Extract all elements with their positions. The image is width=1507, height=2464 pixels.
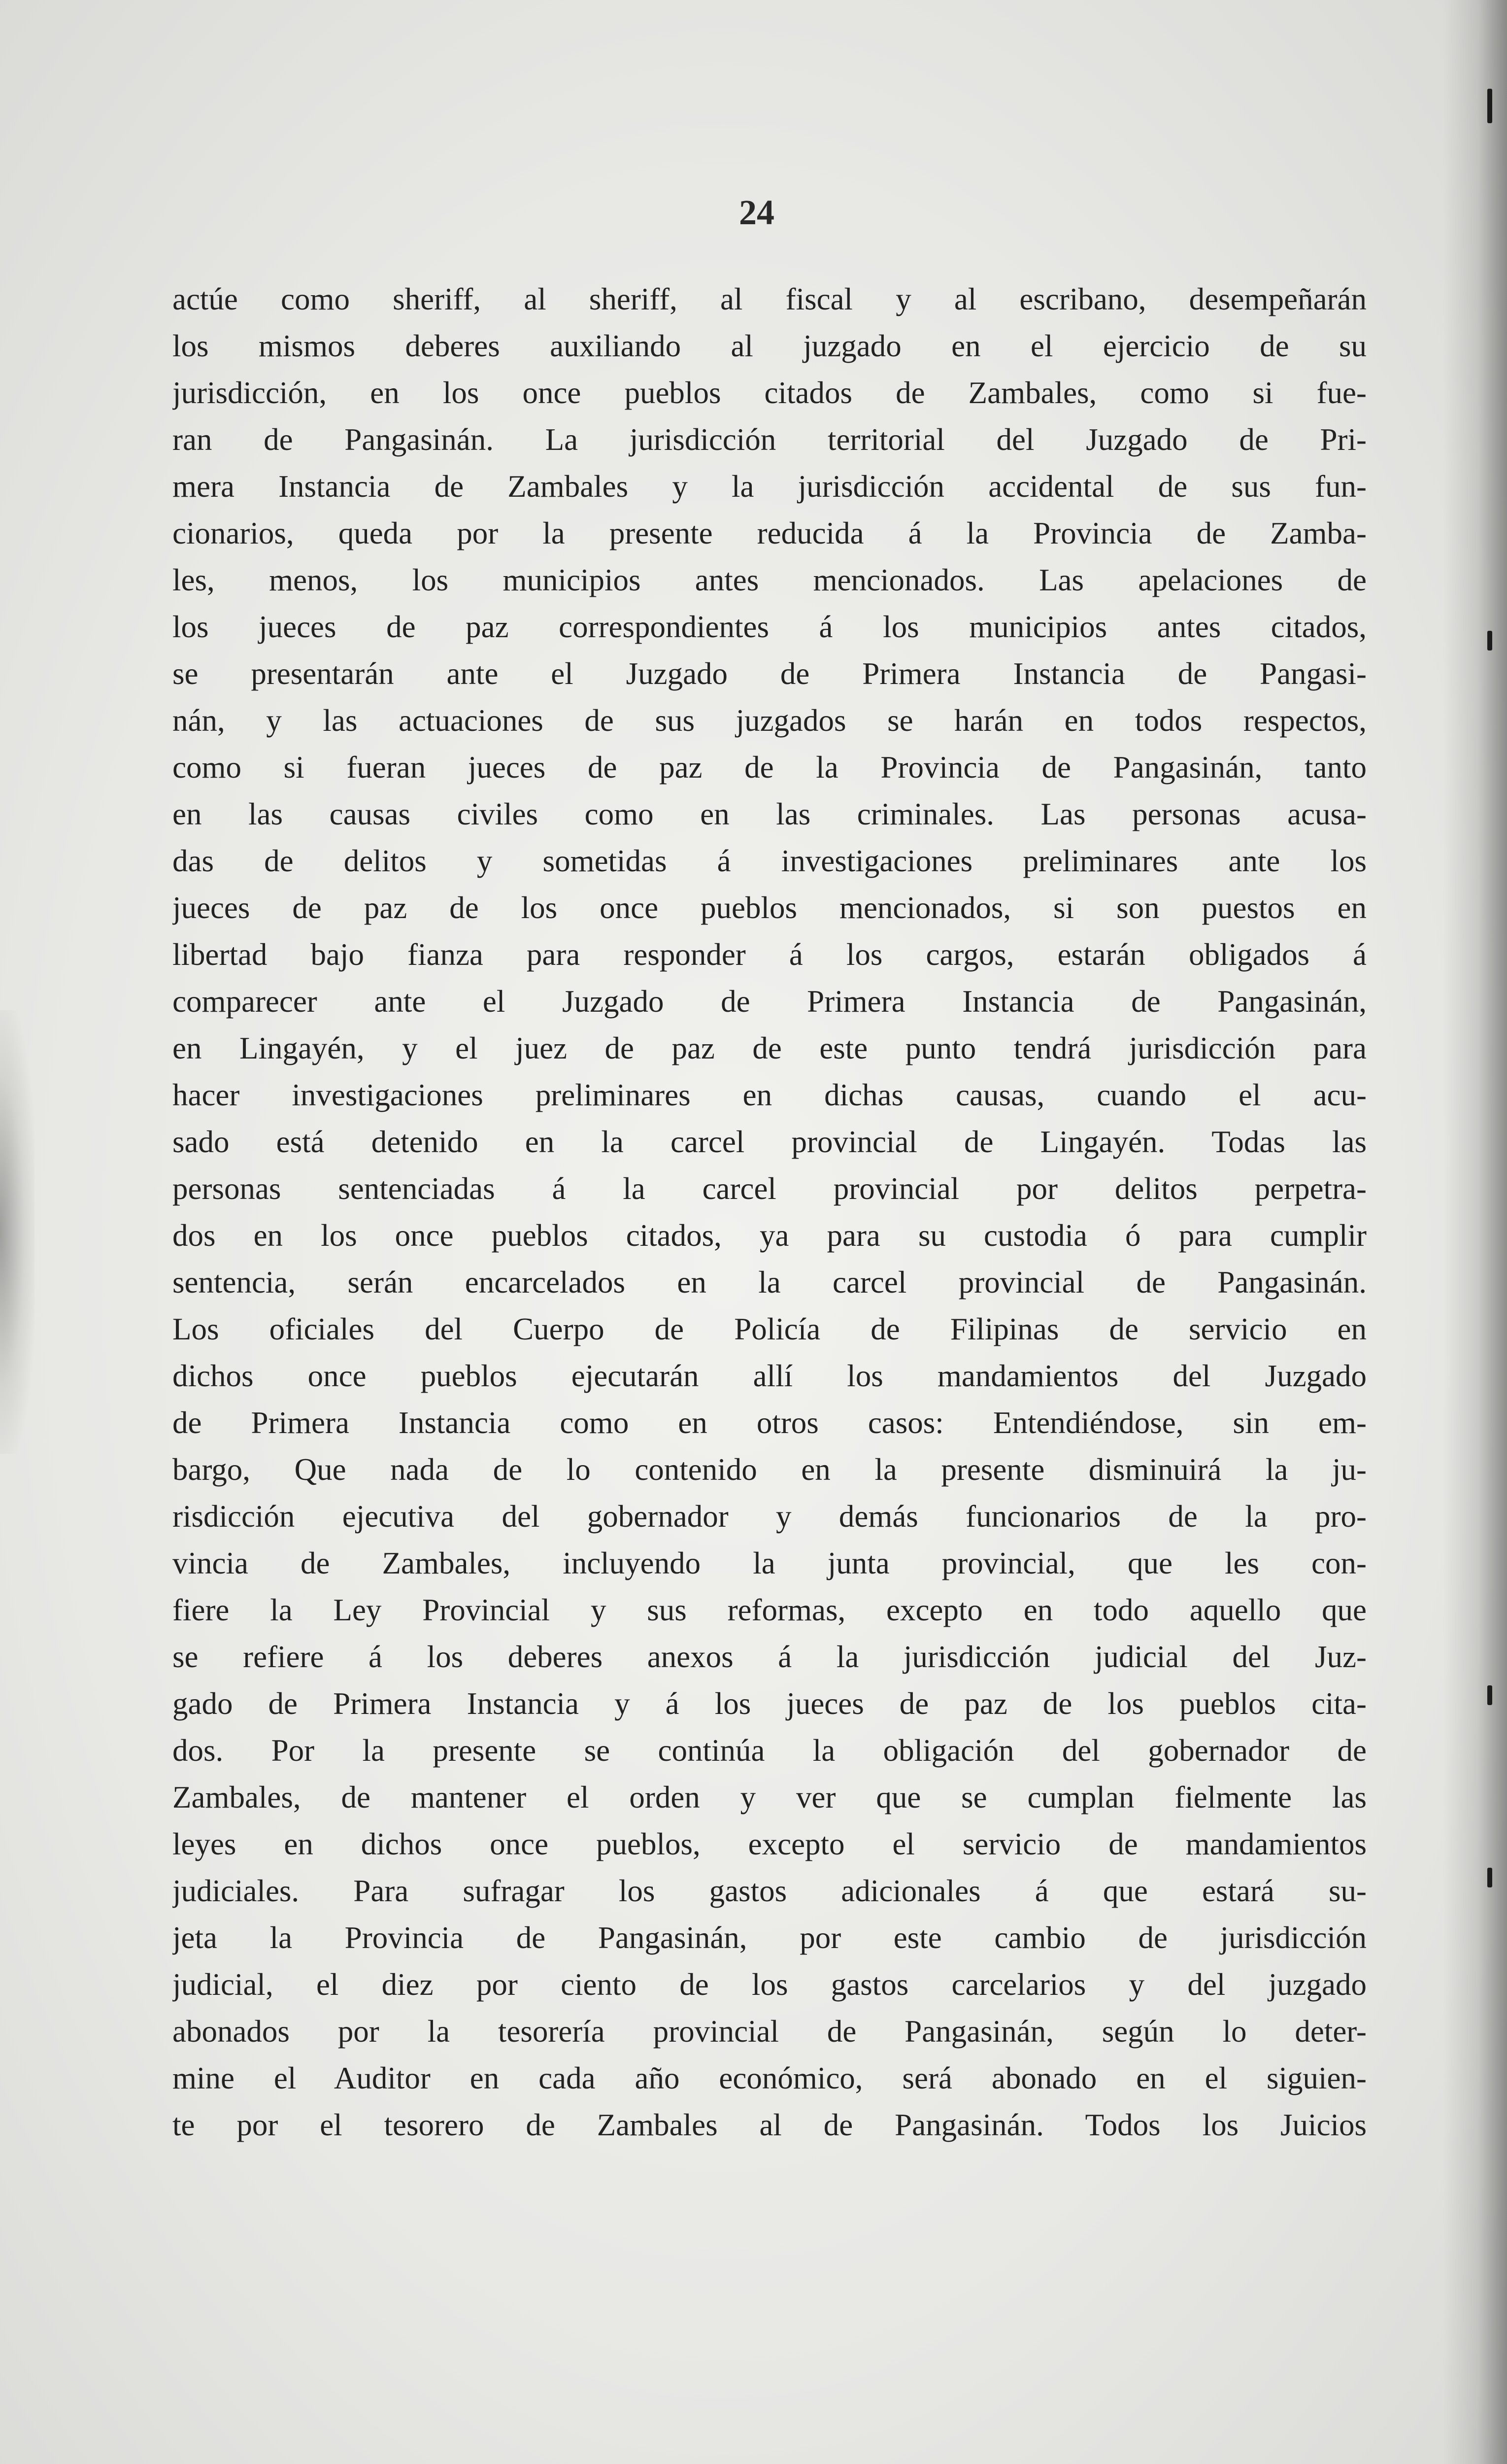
page-number: 24: [739, 193, 774, 232]
text-line: te por el tesorero de Zambales al de Pangasinán. Todos los Juicios: [172, 2108, 1367, 2142]
text-line: gado de Primera Instancia y á los jueces de paz de los pueblos cita-: [172, 1686, 1367, 1721]
text-line: Zambales, de mantener el orden y ver que se cumplan fielmente las: [172, 1780, 1367, 1814]
text-line: dichos once pueblos ejecutarán allí los mandamientos del Juzgado: [172, 1359, 1367, 1393]
text-line: cionarios, queda por la presente reducida á la Provincia de Zamba-: [172, 516, 1367, 550]
text-line: de Primera Instancia como en otros casos: Entendiéndose, sin em-: [172, 1405, 1367, 1440]
gutter-shadow: [1443, 0, 1507, 2464]
text-line: se presentarán ante el Juzgado de Primera Instancia de Pangasi-: [172, 656, 1367, 691]
text-line: judicial, el diez por ciento de los gastos carcelarios y del juzgado: [172, 1967, 1367, 2002]
text-line: jueces de paz de los once pueblos mencionados, si son puestos en: [172, 890, 1367, 925]
text-line: das de delitos y sometidas á investigaciones preliminares ante los: [172, 844, 1367, 878]
text-line: como si fueran jueces de paz de la Provincia de Pangasinán, tanto: [172, 750, 1367, 785]
text-line: nán, y las actuaciones de sus juzgados se harán en todos respectos,: [172, 703, 1367, 738]
text-line: actúe como sheriff, al sheriff, al fiscal y al escribano, desempeñarán: [172, 282, 1367, 316]
text-line: mine el Auditor en cada año económico, será abonado en el siguien-: [172, 2061, 1367, 2095]
text-line: risdicción ejecutiva del gobernador y demás funcionarios de la pro-: [172, 1499, 1367, 1534]
text-line: comparecer ante el Juzgado de Primera Instancia de Pangasinán,: [172, 984, 1367, 1019]
text-line: dos en los once pueblos citados, ya para su custodia ó para cumplir: [172, 1218, 1367, 1253]
text-line: en las causas civiles como en las criminales. Las personas acusa-: [172, 797, 1367, 831]
text-line: los mismos deberes auxiliando al juzgado en el ejercicio de su: [172, 329, 1367, 363]
text-line: personas sentenciadas á la carcel provincial por delitos perpetra-: [172, 1171, 1367, 1206]
text-line: abonados por la tesorería provincial de Pangasinán, según lo deter-: [172, 2014, 1367, 2049]
text-line: leyes en dichos once pueblos, excepto el servicio de mandamientos: [172, 1827, 1367, 1861]
left-edge-stain: [0, 1010, 34, 1454]
body-text: [172, 276, 1367, 2149]
edge-mark: [1487, 1868, 1492, 1887]
text-line: ran de Pangasinán. La jurisdicción territorial del Juzgado de Pri-: [172, 422, 1367, 457]
text-line: judiciales. Para sufragar los gastos adicionales á que estará su-: [172, 1874, 1367, 1908]
text-line: fiere la Ley Provincial y sus reformas, excepto en todo aquello que: [172, 1593, 1367, 1627]
text-line: mera Instancia de Zambales y la jurisdicción accidental de sus fun-: [172, 469, 1367, 504]
text-line: jeta la Provincia de Pangasinán, por este cambio de jurisdicción: [172, 1920, 1367, 1955]
text-line: jurisdicción, en los once pueblos citados de Zambales, como si fue-: [172, 376, 1367, 410]
edge-mark: [1487, 631, 1492, 650]
text-line: en Lingayén, y el juez de paz de este punto tendrá jurisdicción para: [172, 1031, 1367, 1065]
text-line: Los oficiales del Cuerpo de Policía de Filipinas de servicio en: [172, 1312, 1367, 1346]
edge-mark: [1487, 89, 1492, 123]
text-line: hacer investigaciones preliminares en dichas causas, cuando el acu-: [172, 1078, 1367, 1112]
text-line: sado está detenido en la carcel provincial de Lingayén. Todas las: [172, 1125, 1367, 1159]
text-line: dos. Por la presente se continúa la obligación del gobernador de: [172, 1733, 1367, 1768]
edge-mark: [1487, 1685, 1492, 1705]
text-line: se refiere á los deberes anexos á la jurisdicción judicial del Juz-: [172, 1640, 1367, 1674]
text-line: bargo, Que nada de lo contenido en la presente disminuirá la ju-: [172, 1452, 1367, 1487]
text-line: vincia de Zambales, incluyendo la junta provincial, que les con-: [172, 1546, 1367, 1580]
text-line: libertad bajo fianza para responder á los cargos, estarán obligados á: [172, 937, 1367, 972]
text-line: les, menos, los municipios antes mencionados. Las apelaciones de: [172, 563, 1367, 597]
text-line: los jueces de paz correspondientes á los municipios antes citados,: [172, 610, 1367, 644]
text-line: sentencia, serán encarcelados en la carcel provincial de Pangasinán.: [172, 1265, 1367, 1300]
